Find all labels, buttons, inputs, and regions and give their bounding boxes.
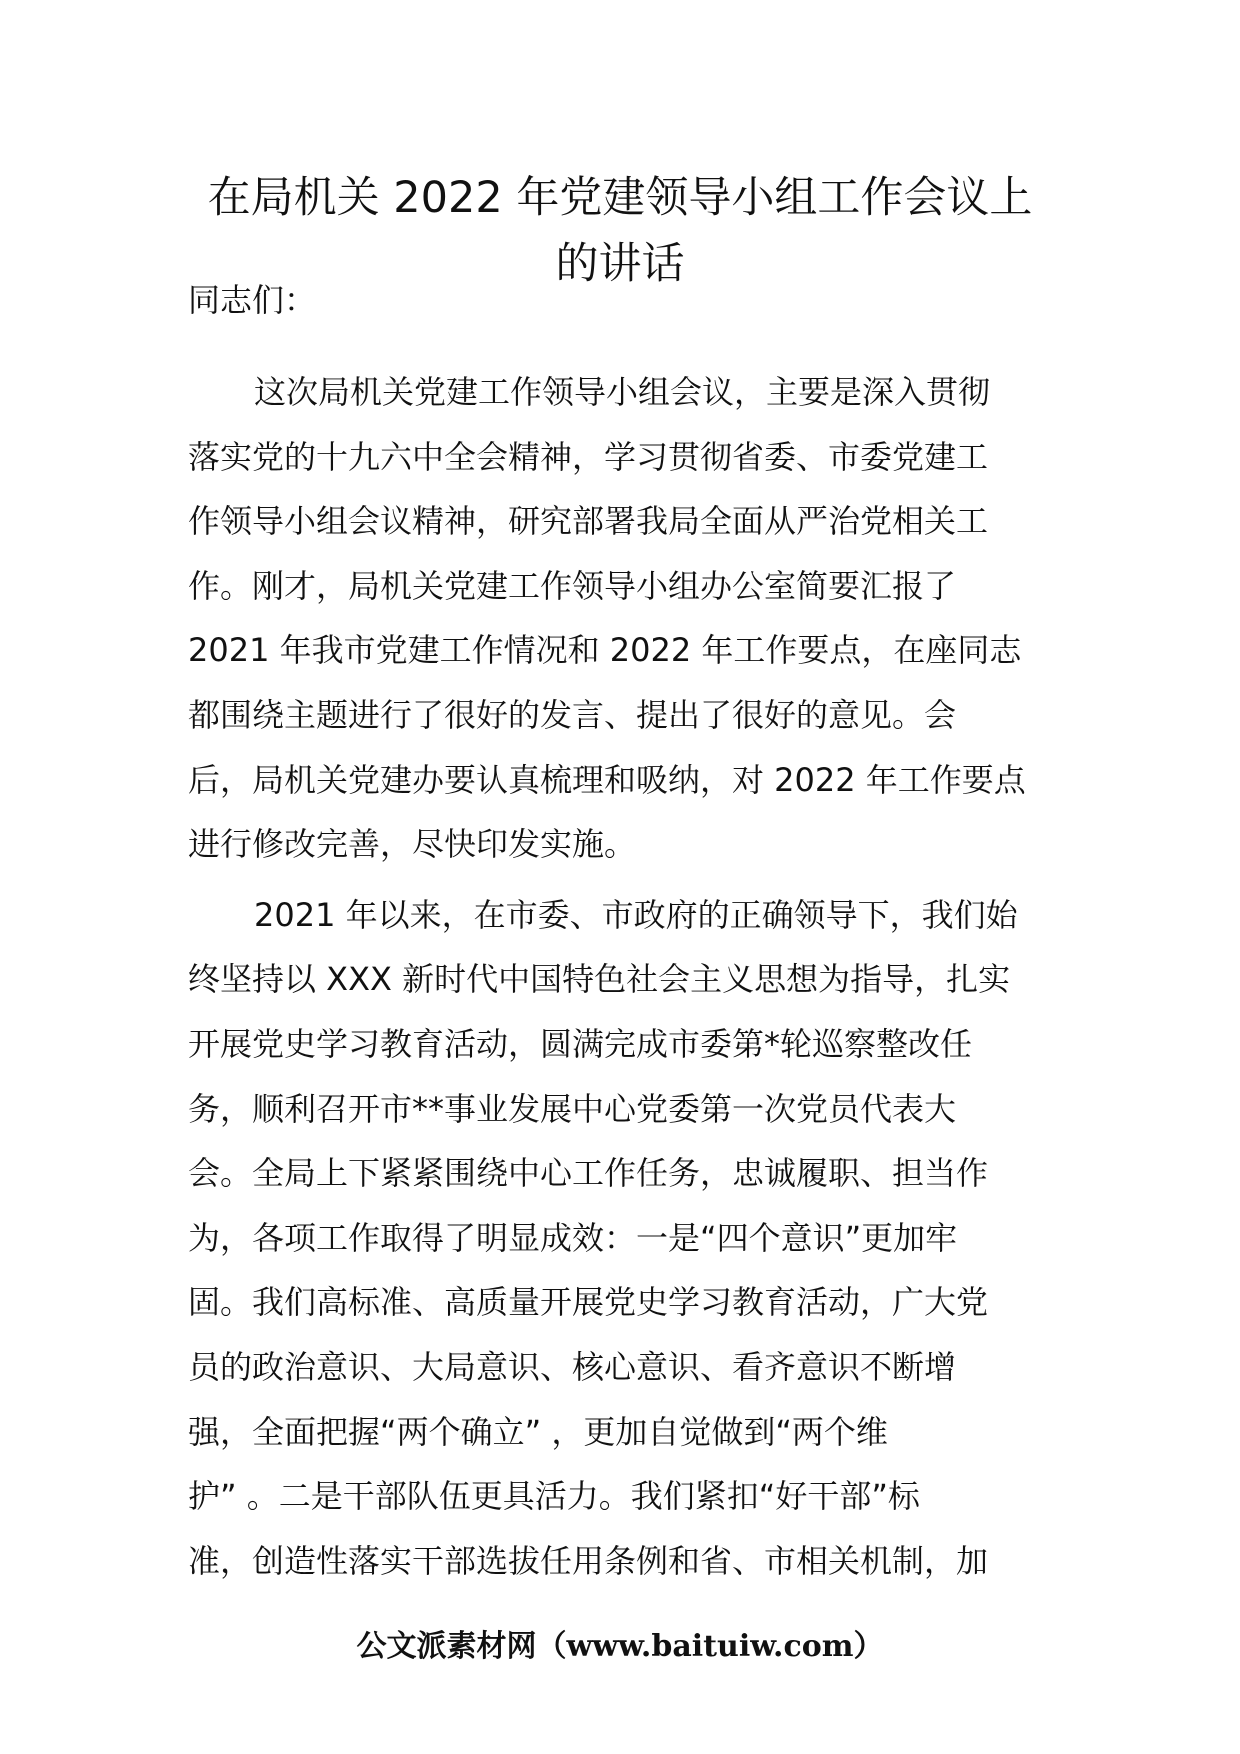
- paragraph-1: [188, 360, 1068, 877]
- document-body: [188, 360, 1068, 1593]
- text-line: 护” 。二是干部队伍更具活力。我们紧扣“好干部”标: [188, 1477, 920, 1516]
- text-line: 这次局机关党建工作领导小组会议，主要是深入贯彻: [254, 373, 991, 411]
- text-line: 强，全面把握“两个确立” ，更加自觉做到“两个维: [188, 1412, 888, 1451]
- text-line: 进行修改完善，尽快印发实施。: [188, 825, 637, 864]
- text-line: 都围绕主题进行了很好的发言、提出了很好的意见。会: [188, 695, 957, 734]
- text-line: 为，各项工作取得了明显成效：一是“四个意识”更加牢: [188, 1218, 958, 1257]
- paragraph-2: [188, 883, 1068, 1594]
- text-line: 员的政治意识、大局意识、核心意识、看齐意识不断增: [188, 1347, 957, 1386]
- text-line: 会。全局上下紧紧围绕中心工作任务，忠诚履职、担当作: [188, 1154, 989, 1193]
- text-line: 作领导小组会议精神，研究部署我局全面从严治党相关工: [188, 502, 989, 541]
- text-line: 2021 年我市党建工作情况和 2022 年工作要点，在座同志: [188, 631, 1022, 670]
- text-line: 开展党史学习教育活动，圆满完成市委第*轮巡察整改任: [188, 1024, 973, 1063]
- text-line: 作。刚才，局机关党建工作领导小组办公室简要汇报了: [188, 566, 957, 605]
- text-line: 2021 年以来，在市委、市政府的正确领导下，我们始: [254, 895, 1018, 934]
- salutation: 同志们：: [188, 281, 317, 319]
- text-line: 务，顺利召开市**事业发展中心党委第一次党员代表大: [188, 1089, 957, 1128]
- text-line: 准，创造性落实干部选拔任用条例和省、市相关机制，加: [188, 1541, 989, 1580]
- title-line-2: 的讲话: [555, 239, 685, 289]
- text-line: 终坚持以 XXX 新时代中国特色社会主义思想为指导，扎实: [188, 960, 1011, 999]
- text-line: 后，局机关党建办要认真梳理和吸纳，对 2022 年工作要点: [188, 760, 1026, 799]
- title-line-1: 在局机关 2022 年党建领导小组工作会议上: [207, 173, 1033, 223]
- footer-watermark: 公文派素材网（www.baituiw.com）: [356, 1629, 884, 1664]
- text-line: 固。我们高标准、高质量开展党史学习教育活动，广大党: [188, 1283, 989, 1322]
- text-line: 落实党的十九六中全会精神，学习贯彻省委、市委党建工: [188, 437, 989, 476]
